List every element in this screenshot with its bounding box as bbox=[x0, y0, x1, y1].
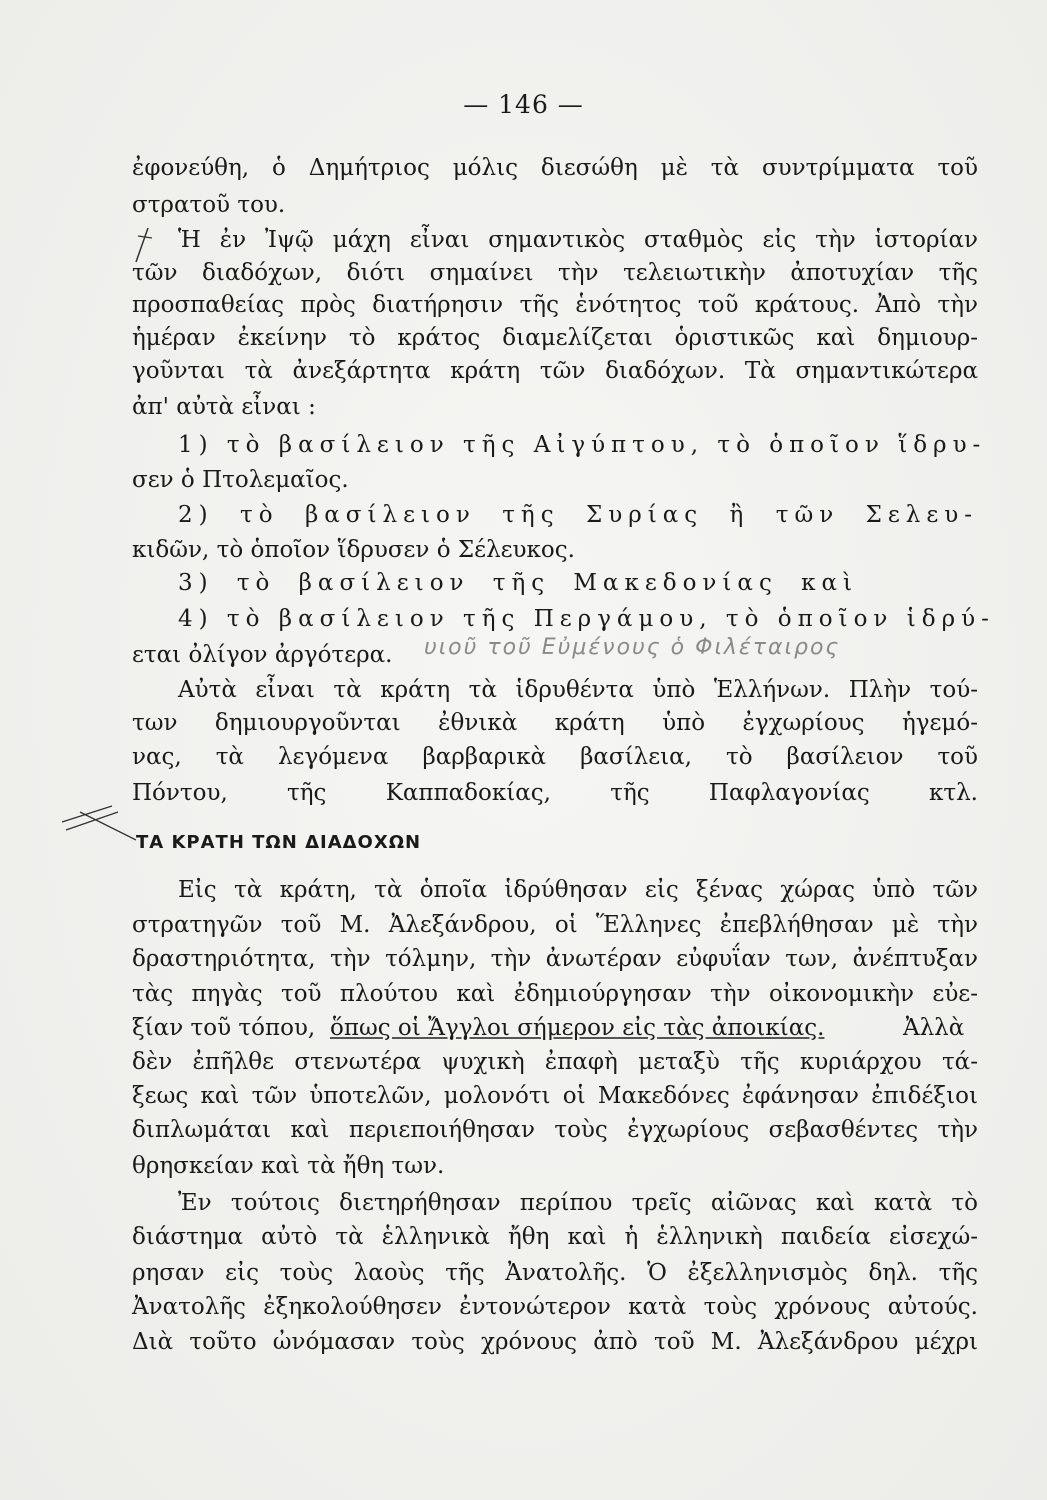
text-line: ξεως καὶ τῶν ὑποτελῶν, μολονότι οἱ Μακεδόνες ἐφάνησαν ἐπιδέξιοι bbox=[132, 1083, 978, 1109]
text-line: ξίαν τοῦ τόπου, bbox=[132, 1015, 316, 1041]
text-line: Αὐτὰ εἶναι τὰ κράτη τὰ ἱδρυθέντα ὑπὸ Ἑλλήνων. Πλὴν τού- bbox=[178, 677, 978, 703]
text-line: προσπαθείας πρὸς διατήρησιν τῆς ἑνότητος τοῦ κράτους. Ἀπὸ τὴν bbox=[132, 292, 978, 318]
text-line: Διὰ τοῦτο ὠνόμασαν τοὺς χρόνους ἀπὸ τοῦ Μ. Ἀλεξάνδρου μέχρι bbox=[132, 1329, 978, 1355]
text-line: Πόντου, τῆς Καππαδοκίας, τῆς Παφλαγονίας κτλ. bbox=[132, 780, 978, 806]
underlined-phrase: ὅπως οἱ Ἄγγλοι σήμερον εἰς τὰς ἀποικίας. bbox=[330, 1015, 825, 1041]
list-item-pergamon: 4) τὸ βασίλειον τῆς Περγάμου, τὸ ὁποῖον ἱδρύ- bbox=[178, 606, 995, 632]
text-line: ἐφονεύθη, ὁ Δημήτριος μόλις διεσώθη μὲ τὰ συντρίμματα τοῦ bbox=[132, 155, 978, 181]
text-line: δὲν ἐπῆλθε στενωτέρα ψυχικὴ ἐπαφὴ μεταξὺ τῆς κυριάρχου τά- bbox=[132, 1049, 978, 1075]
text-line: ἡμέραν ἐκείνην τὸ κράτος διαμελίζεται ὁριστικῶς καὶ δημιουρ- bbox=[132, 325, 978, 351]
text-line: διπλωμάται καὶ περιεποιήθησαν τοὺς ἐγχωρίους σεβασθέντες τὴν bbox=[132, 1117, 978, 1143]
text-line: τὰς πηγὰς τοῦ πλούτου καὶ ἐδημιούργησαν τὴν οἰκονομικὴν εὐε- bbox=[132, 981, 978, 1007]
list-item-macedonia: 3) τὸ βασίλειον τῆς Μακεδονίας καὶ bbox=[178, 570, 858, 596]
text-line: στρατηγῶν τοῦ Μ. Ἀλεξάνδρου, οἱ Ἕλληνες ἐπεβλήθησαν μὲ τὴν bbox=[132, 912, 978, 938]
text-line: των δημιουργοῦνται ἐθνικὰ κράτη ὑπὸ ἐγχωρίους ἡγεμό- bbox=[132, 710, 978, 736]
text-line: στρατοῦ του. bbox=[132, 192, 286, 218]
text-line: Ἀνατολῆς ἐξηκολούθησεν ἐντονώτερον κατὰ τοὺς χρόνους αὐτούς. bbox=[132, 1294, 978, 1320]
text-line: δραστηριότητα, τὴν τόλμην, τὴν ἀνωτέραν εὐφυΐαν των, ἀνέπτυξαν bbox=[132, 946, 978, 972]
text-line: γοῦνται τὰ ἀνεξάρτητα κράτη τῶν διαδόχων. Τὰ σημαντικώτερα bbox=[132, 358, 978, 384]
section-heading: ΤΑ ΚΡΑΤΗ ΤΩΝ ΔΙΑΔΟΧΩΝ bbox=[136, 832, 422, 853]
text-line: θρησκείαν καὶ τὰ ἤθη των. bbox=[132, 1153, 445, 1179]
text-line: Ἡ ἐν Ἰψῷ μάχη εἶναι σημαντικὸς σταθμὸς εἰς τὴν ἱστορίαν bbox=[178, 227, 978, 253]
text-line: Ἐν τούτοις διετηρήθησαν περίπου τρεῖς αἰῶνας καὶ κατὰ τὸ bbox=[178, 1190, 978, 1216]
text-line: διάστημα αὐτὸ τὰ ἑλληνικὰ ἤθη καὶ ἡ ἑλληνικὴ παιδεία εἰσεχώ- bbox=[132, 1224, 978, 1250]
text-line: κιδῶν, τὸ ὁποῖον ἵδρυσεν ὁ Σέλευκος. bbox=[132, 537, 575, 563]
handwritten-annotation: υιοῦ τοῦ Εὐμένους ὁ Φιλέταιρος bbox=[424, 635, 841, 660]
text-line: εται ὀλίγον ἀργότερα. bbox=[132, 642, 393, 668]
text-line: σεν ὁ Πτολεμαῖος. bbox=[132, 467, 349, 493]
text-line: ρησαν εἰς τοὺς λαοὺς τῆς Ἀνατολῆς. Ὁ ἐξελληνισμὸς δηλ. τῆς bbox=[132, 1260, 978, 1286]
text-line: νας, τὰ λεγόμενα βαρβαρικὰ βασίλεια, τὸ βασίλειον τοῦ bbox=[132, 744, 978, 770]
list-item-syria: 2) τὸ βασίλειον τῆς Συρίας ἢ τῶν Σελευ- bbox=[178, 502, 978, 528]
text-line: ἀπ' αὐτὰ εἶναι : bbox=[132, 394, 316, 420]
text-line: Ἀλλὰ bbox=[903, 1015, 965, 1041]
page-number: — 146 — bbox=[463, 90, 584, 119]
text-line: τῶν διαδόχων, διότι σημαίνει τὴν τελειωτικὴν ἀποτυχίαν τῆς bbox=[132, 260, 978, 286]
list-item-egypt: 1) τὸ βασίλειον τῆς Αἰγύπτου, τὸ ὁποῖον ἵδρυ- bbox=[178, 432, 987, 458]
text-line: Εἰς τὰ κράτη, τὰ ὁποῖα ἱδρύθησαν εἰς ξένας χώρας ὑπὸ τῶν bbox=[178, 877, 978, 903]
